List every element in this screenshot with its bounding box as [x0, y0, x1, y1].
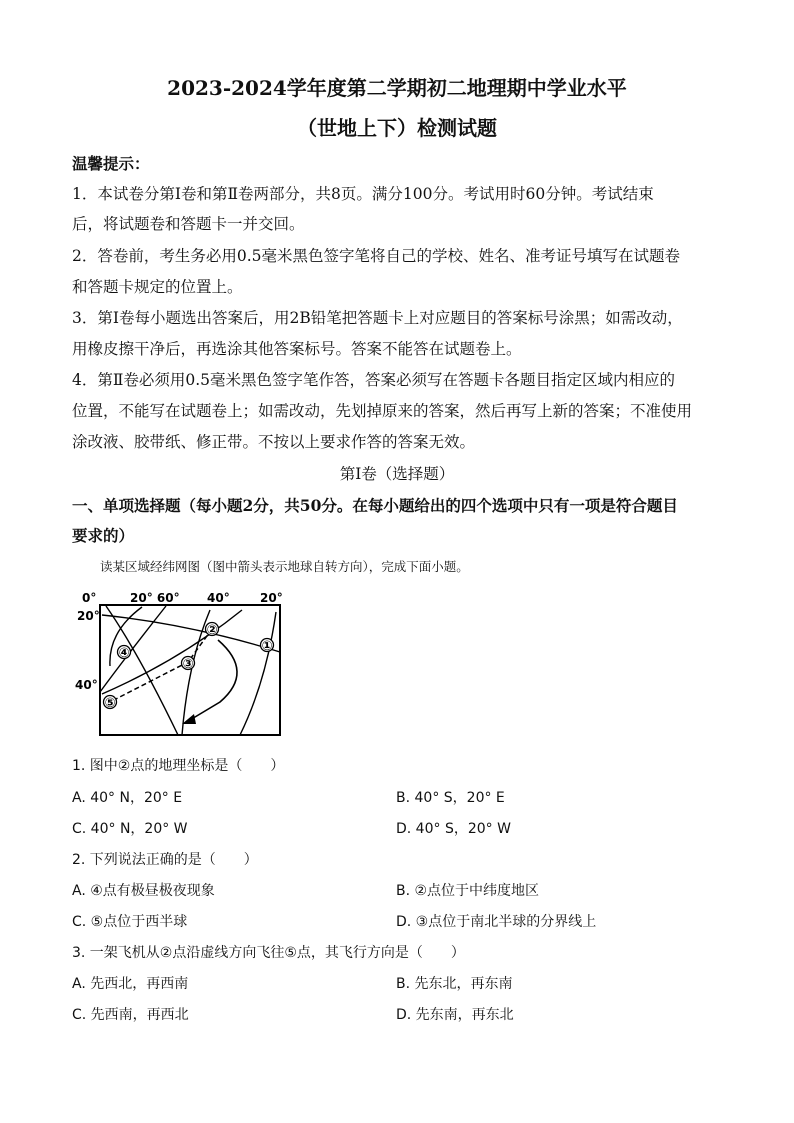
tips-line: 位置，不能写在试题卷上；如需改动，先划掉原来的答案，然后再写上新的答案；不准使用 [72, 402, 693, 420]
point-1-label: ① [261, 639, 273, 654]
lat-label: 20° [77, 609, 100, 623]
question-stem: 3. 一架飞机从②点沿虚线方向飞往⑤点，其飞行方向是（ ） [72, 945, 465, 961]
point-2-label: ② [206, 623, 218, 638]
rotation-arrow [190, 640, 237, 720]
lon-label: 20° [260, 591, 283, 605]
option-c[interactable]: C. ⑤点位于西半球 [72, 914, 188, 930]
option-c[interactable]: C. 40° N，20° W [72, 821, 188, 837]
option-c[interactable]: C. 先西南，再西北 [72, 1007, 189, 1023]
option-d[interactable]: D. ③点位于南北半球的分界线上 [396, 914, 597, 930]
option-b[interactable]: B. ②点位于中纬度地区 [396, 883, 540, 899]
exam-title-line2: （世地上下）检测试题 [297, 116, 497, 140]
lon-label: 40° [207, 591, 230, 605]
tips-line: 用橡皮擦干净后，再选涂其他答案标号。答案不能答在试题卷上。 [72, 340, 522, 358]
option-a[interactable]: A. ④点有极昼极夜现象 [72, 883, 215, 899]
part1-instructions-cont: 要求的） [72, 526, 135, 545]
point-3-label: ③ [182, 657, 194, 672]
section-title: 第Ⅰ卷（选择题） [339, 465, 455, 483]
option-b[interactable]: B. 40° S，20° E [396, 790, 505, 806]
option-a[interactable]: A. 40° N，20° E [72, 790, 183, 806]
lat-label: 40° [75, 678, 98, 692]
tips-heading: 温馨提示： [72, 154, 150, 173]
figure-caption: 读某区域经纬网图（图中箭头表示地球自转方向），完成下面小题。 [100, 559, 469, 574]
point-5-label: ⑤ [104, 696, 116, 711]
part1-instructions: 一、单项选择题（每小题2分，共50分。在每小题给出的四个选项中只有一项是符合题目 [72, 496, 678, 515]
graticule-map [70, 582, 290, 742]
tips-line: 1．本试卷分第Ⅰ卷和第Ⅱ卷两部分，共8页。满分100分。考试用时60分钟。考试结束 [72, 185, 654, 203]
tips-line: 2．答卷前，考生务必用0.5毫米黑色签字笔将自己的学校、姓名、准考证号填写在试题卷 [72, 247, 681, 265]
option-d[interactable]: D. 40° S，20° W [396, 821, 511, 837]
tips-line: 3．第Ⅰ卷每小题选出答案后，用2B铅笔把答题卡上对应题目的答案标号涂黑；如需改动， [72, 309, 683, 327]
tips-line: 涂改液、胶带纸、修正带。不按以上要求作答的答案无效。 [72, 433, 476, 451]
question-stem: 2. 下列说法正确的是（ ） [72, 852, 258, 868]
option-a[interactable]: A. 先西北，再西南 [72, 976, 189, 992]
option-d[interactable]: D. 先东南，再东北 [396, 1007, 514, 1023]
lon-label: 20° 60° [130, 591, 180, 605]
exam-title-line1: 2023-2024学年度第二学期初二地理期中学业水平 [167, 76, 627, 100]
lon-label: 0° [82, 591, 97, 605]
option-b[interactable]: B. 先东北，再东南 [396, 976, 513, 992]
tips-line: 和答题卡规定的位置上。 [72, 278, 243, 296]
tips-line: 后，将试题卷和答题卡一并交回。 [72, 215, 305, 233]
meridian-line [240, 612, 276, 735]
question-stem: 1. 图中②点的地理坐标是（ ） [72, 758, 285, 774]
point-4-label: ④ [118, 646, 130, 661]
tips-line: 4．第Ⅱ卷必须用0.5毫米黑色签字笔作答，答案必须写在答题卡各题目指定区域内相应的 [72, 371, 676, 389]
